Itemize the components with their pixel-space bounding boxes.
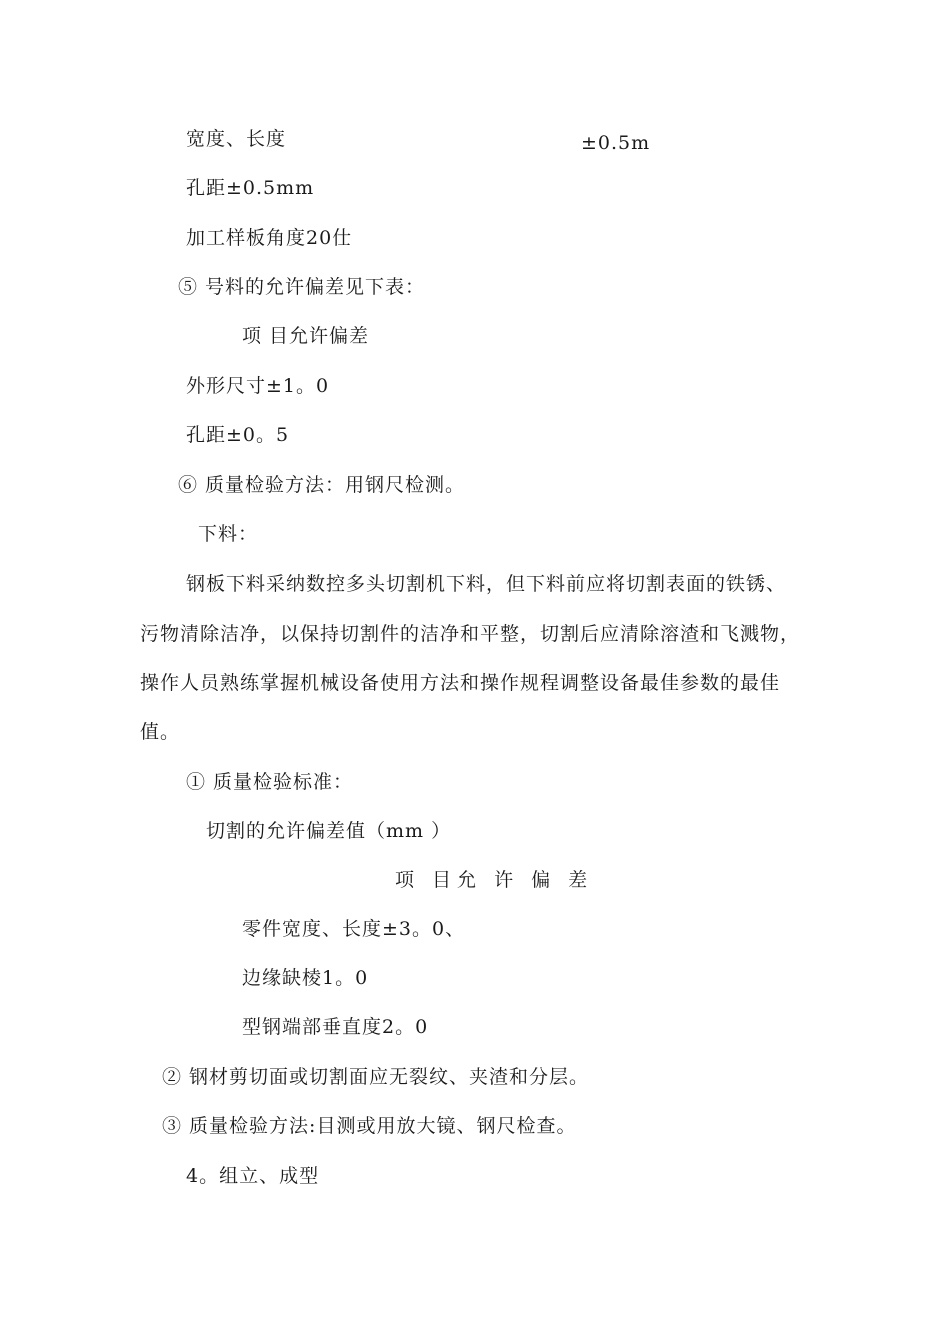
text-line: 项 目允 许 偏 差: [395, 869, 594, 891]
text-line: ±0.5m: [581, 132, 651, 154]
text-line: 孔距±0。5: [186, 424, 290, 446]
text-line: ① 质量检验标准：: [186, 771, 354, 793]
text-line: 值。: [140, 721, 181, 743]
text-line: ③ 质量检验方法:目测或用放大镜、钢尺检查。: [162, 1115, 577, 1137]
text-line: ② 钢材剪切面或切割面应无裂纹、夹渣和分层。: [162, 1066, 590, 1088]
text-line: 4。组立、成型: [186, 1165, 320, 1187]
text-line: 操作人员熟练掌握机械设备使用方法和操作规程调整设备最佳参数的最佳: [140, 672, 781, 694]
text-line: 项 目允许偏差: [242, 325, 370, 347]
text-line: ⑤ 号料的允许偏差见下表：: [178, 276, 426, 298]
text-line: 零件宽度、长度±3。0、: [242, 918, 466, 940]
text-line: 加工样板角度20仕: [186, 227, 353, 249]
text-line: ⑥ 质量检验方法：用钢尺检测。: [178, 474, 466, 496]
text-line: 边缘缺棱1。0: [242, 967, 369, 989]
text-line: 孔距±0.5mm: [186, 177, 315, 199]
text-line: 型钢端部垂直度2。0: [242, 1016, 429, 1038]
text-line: 外形尺寸±1。0: [186, 375, 330, 397]
text-line: 下料：: [198, 523, 259, 545]
text-line: 污物清除洁净，以保持切割件的洁净和平整，切割后应清除溶渣和飞溅物，: [140, 623, 801, 645]
text-line: 钢板下料采纳数控多头切割机下料，但下料前应将切割表面的铁锈、: [186, 573, 787, 595]
text-line: 切割的允许偏差值（mm ）: [206, 820, 452, 842]
text-line: 宽度、长度: [186, 128, 287, 150]
